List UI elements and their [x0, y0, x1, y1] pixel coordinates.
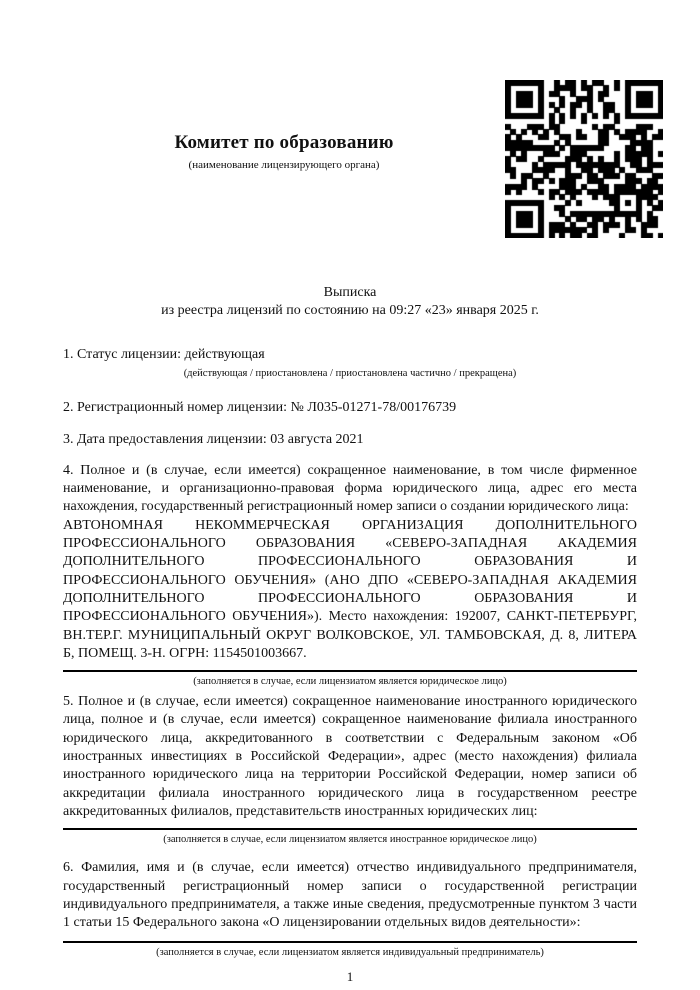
entrepreneur-paragraph: 6. Фамилия, имя и (в случае, если имеется) отчество индивидуального предпринимателя, государственный регистрационный номер записи о государственной регистрации индивидуального предпринимателя, а также иные сведения, предусмотренные пунктом 3 части 1 статьи 15 Федерального закона «О лицензировании отдельных видов деятельности»: — [63, 860, 637, 931]
legal-entity-fill-caption: (заполняется в случае, если лицензиатом является юридическое лицо) — [193, 676, 507, 688]
qr-code-icon — [505, 80, 663, 238]
divider-line-entrepreneur — [63, 941, 637, 943]
document-title — [63, 284, 637, 320]
legal-entity-intro-paragraph: 4. Полное и (в случае, если имеется) сокращенное наименование, в том числе фирменное наименование, и организационно-правовая форма юридического лица, адрес его места нахождения, государственный регистрационный номер записи о создании юридического лица: — [63, 462, 637, 515]
page-number: 1 — [346, 969, 354, 985]
legal-entity-name-address-paragraph: АВТОНОМНАЯ НЕКОММЕРЧЕСКАЯ ОРГАНИЗАЦИЯ ДОПОЛНИТЕЛЬНОГО ПРОФЕССИОНАЛЬНОГО ОБРАЗОВАНИЯ «СЕВЕРО-ЗАПАДНАЯ АКАДЕМИЯ ДОПОЛНИТЕЛЬНОГО ПРОФЕССИОНАЛЬНОГО ОБРАЗОВАНИЯ И ПРОФЕССИОНАЛЬНОГО ОБУЧЕНИЯ» (АНО ДПО «СЕВЕРО-ЗАПАДНАЯ АКАДЕМИЯ ДОПОЛНИТЕЛЬНОГО ПРОФЕССИОНАЛЬНОГО ОБРАЗОВАНИЯ И ПРОФЕССИОНАЛЬНОГО ОБУЧЕНИЯ»). Место нахождения: 192007, САНКТ-ПЕТЕРБУРГ, ВН.ТЕР.Г. МУНИЦИПАЛЬНЫЙ ОКРУГ ВОЛКОВСКОЕ, УЛ. ТАМБОВСКАЯ, Д. 8, ЛИТЕРА Б, ПОМЕЩ. 3-Н. ОГРН: 1154501003667. — [63, 517, 637, 661]
licensing-authority-name: Комитет по образованию — [174, 132, 394, 153]
license-registration-number-line: 2. Регистрационный номер лицензии: № Л035-01271-78/00176739 — [63, 400, 457, 416]
document-header — [63, 0, 505, 172]
document-title-line1: Выписка — [323, 285, 377, 300]
license-status-line: 1. Статус лицензии: действующая — [63, 347, 265, 362]
divider-line-legal-entity — [63, 670, 637, 672]
foreign-entity-fill-caption: (заполняется в случае, если лицензиатом является иностранное юридическое лицо) — [163, 834, 537, 846]
divider-line-foreign-entity — [63, 828, 637, 830]
foreign-entity-paragraph: 5. Полное и (в случае, если имеется) сокращенное наименование иностранного юридического лица, полное и (в случае, если имеется) сокращенное наименование филиала иностранного юридического лица, аккредитованного в соответствии с Федеральным законом «Об иностранных инвестициях в Российской Федерации», адрес (место нахождения) филиала иностранного юридического лица на территории Российской Федерации, номер записи об аккредитации филиала иностранного юридического лица в государственном реестре аккредитованных филиалов, представительств иностранных юридических лиц: — [63, 694, 637, 819]
entrepreneur-fill-caption: (заполняется в случае, если лицензиатом является индивидуальный предприниматель) — [156, 947, 544, 959]
licensing-authority-caption: (наименование лицензирующего органа) — [188, 159, 380, 171]
license-status-options-caption: (действующая / приостановлена / приостановлена частично / прекращена) — [183, 368, 517, 380]
license-grant-date-line: 3. Дата предоставления лицензии: 03 августа 2021 — [63, 431, 364, 447]
document-title-line2: из реестра лицензий по состоянию на 09:27 «23» января 2025 г. — [161, 303, 539, 318]
document-body — [63, 346, 637, 985]
